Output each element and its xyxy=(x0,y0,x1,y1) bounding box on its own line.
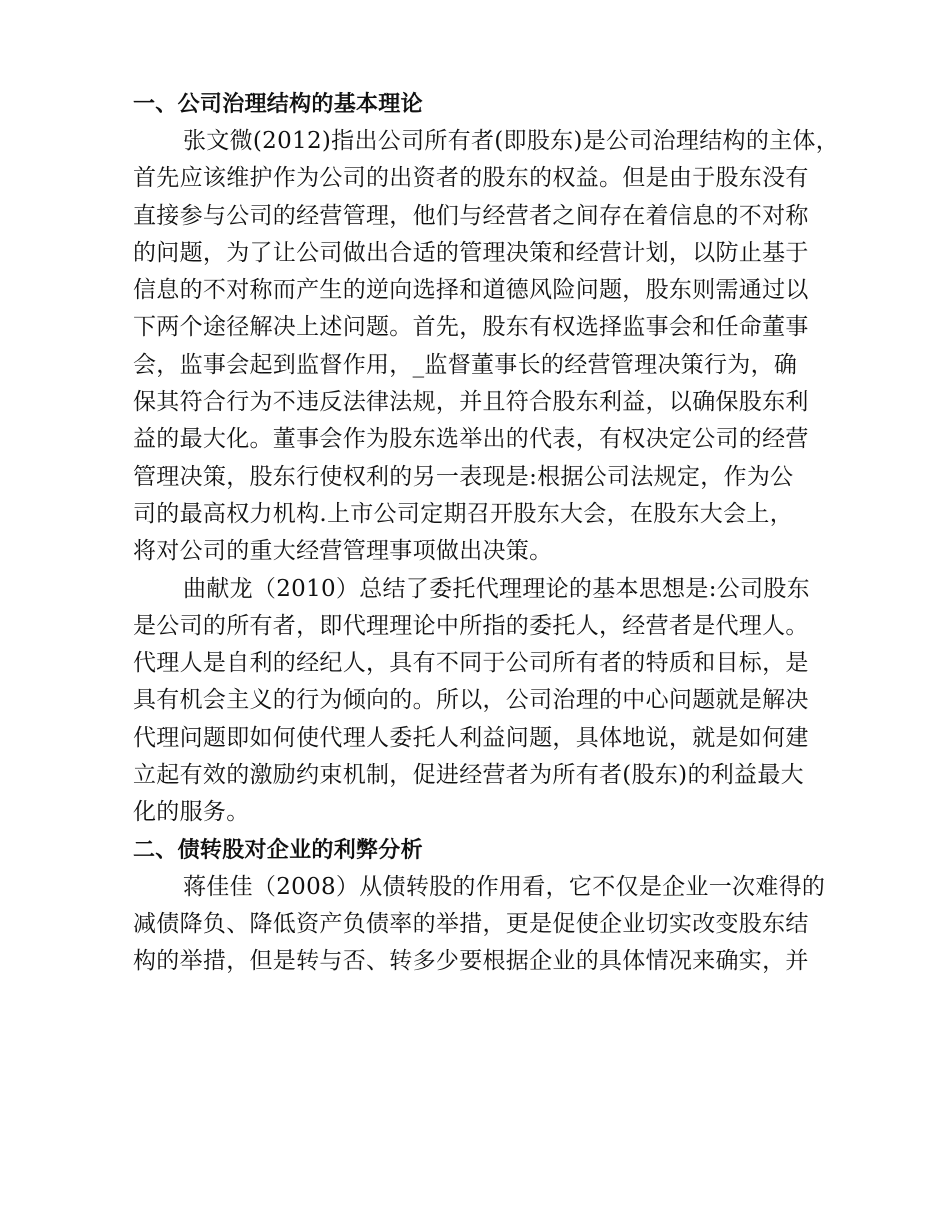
text-line: 将对公司的重大经营管理事项做出决策。 xyxy=(133,538,553,565)
text-line: 司的最高权力机构.上市公司定期召开股东大会，在股东大会上， xyxy=(133,500,794,527)
text-line: 首先应该维护作为公司的出资者的股东的权益。但是由于股东没有 xyxy=(133,165,809,192)
text-line: 保其符合行为不违反法律法规，并且符合股东利益，以确保股东利 xyxy=(133,389,809,416)
paragraph-zhang-wenwei xyxy=(133,123,863,571)
text-line: 下两个途径解决上述问题。首先，股东有权选择监事会和任命董事 xyxy=(133,314,809,341)
text-line: 的问题，为了让公司做出合适的管理决策和经营计划，以防止基于 xyxy=(133,239,809,266)
paragraph-qu-xianlong xyxy=(133,571,863,832)
text-line: 曲献龙（2010）总结了委托代理理论的基本思想是:公司股东 xyxy=(183,575,810,602)
section-heading-1: 一、公司治理结构的基本理论 xyxy=(133,92,423,117)
text-line: 张文微(2012)指出公司所有者(即股东)是公司治理结构的主体， xyxy=(183,128,840,154)
text-line: 会，监事会起到监督作用，_监督董事长的经营管理决策行为，确 xyxy=(133,351,798,378)
text-line: 立起有效的激励约束机制，促进经营者为所有者(股东)的利益最大 xyxy=(133,762,804,789)
paragraph-jiang-jiajia xyxy=(133,869,863,981)
text-line: 化的服务。 xyxy=(133,799,250,826)
text-line: 管理决策，股东行使权利的另一表现是:根据公司法规定，作为公 xyxy=(133,463,794,490)
section-heading-2: 二、债转股对企业的利弊分析 xyxy=(133,837,423,863)
document-page xyxy=(133,86,863,981)
text-line: 直接参与公司的经营管理，他们与经营者之间存在着信息的不对称 xyxy=(133,202,809,229)
text-line: 具有机会主义的行为倾向的。所以，公司治理的中心问题就是解决 xyxy=(133,687,809,714)
text-line: 代理问题即如何使代理人委托人利益问题，具体地说，就是如何建 xyxy=(133,724,809,751)
text-line: 减债降负、降低资产负债率的举措，更是促使企业切实改变股东结 xyxy=(133,910,809,937)
text-line: 益的最大化。董事会作为股东选举出的代表，有权决定公司的经营 xyxy=(133,426,809,453)
text-line: 代理人是自利的经纪人，具有不同于公司所有者的特质和目标，是 xyxy=(133,650,809,677)
text-line: 蒋佳佳（2008）从债转股的作用看，它不仅是企业一次难得的 xyxy=(183,873,826,900)
text-line: 是公司的所有者，即代理理论中所指的委托人，经营者是代理人。 xyxy=(133,612,809,639)
text-line: 构的举措，但是转与否、转多少要根据企业的具体情况来确实，并 xyxy=(133,948,809,975)
text-line: 信息的不对称而产生的逆向选择和道德风险问题，股东则需通过以 xyxy=(133,277,809,304)
